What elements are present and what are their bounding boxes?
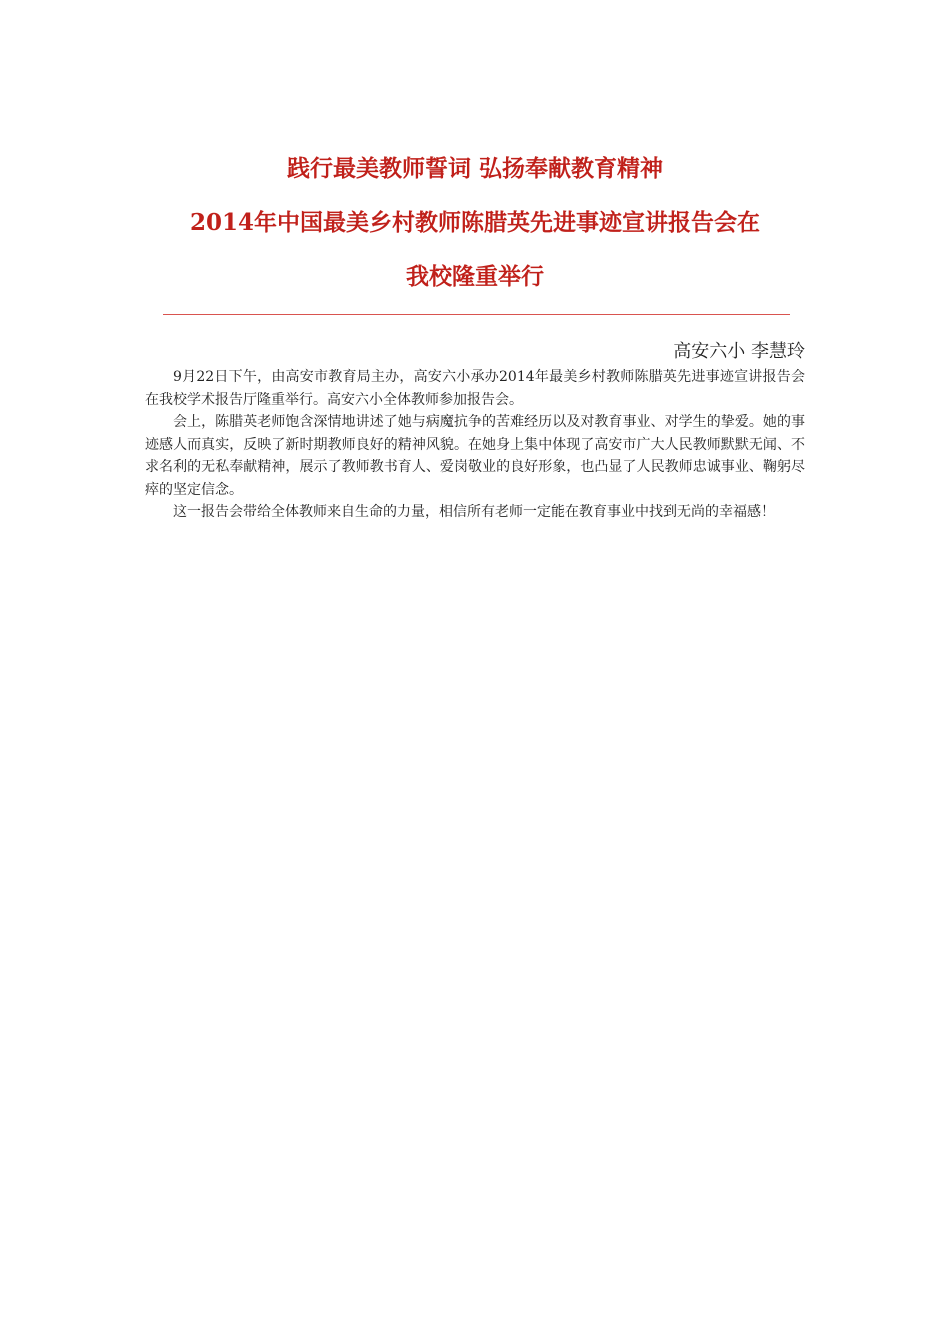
title-line-1: 践行最美教师誓词 弘扬奉献教育精神 (286, 155, 663, 182)
title-line-2: 2014年中国最美乡村教师陈腊英先进事迹宣讲报告会在 (189, 209, 760, 236)
title-line-3: 我校隆重举行 (406, 263, 544, 290)
paragraph-2: 会上，陈腊英老师饱含深情地讲述了她与病魔抗争的苦难经历以及对教育事业、对学生的挚爱。她的事迹感人而真实，反映了新时期教师良好的精神风貌。在她身上集中体现了高安市广大人民教师默默无闻、不求名利的无私奉献精神，展示了教师教书育人、爱岗敬业的良好形象，也凸显了人民教师忠诚事业、鞠躬尽瘁的坚定信念。 (145, 414, 805, 498)
article-body (145, 366, 805, 524)
author-byline: 高安六小 李慧玲 (673, 341, 805, 362)
paragraph-3: 这一报告会带给全体教师来自生命的力量，相信所有老师一定能在教育事业中找到无尚的幸福感！ (173, 504, 775, 520)
paragraph-1: 9月22日下午，由高安市教育局主办，高安六小承办2014年最美乡村教师陈腊英先进事迹宣讲报告会在我校学术报告厅隆重举行。高安六小全体教师参加报告会。 (145, 369, 805, 408)
title-divider (163, 314, 790, 315)
document-title (120, 155, 830, 291)
